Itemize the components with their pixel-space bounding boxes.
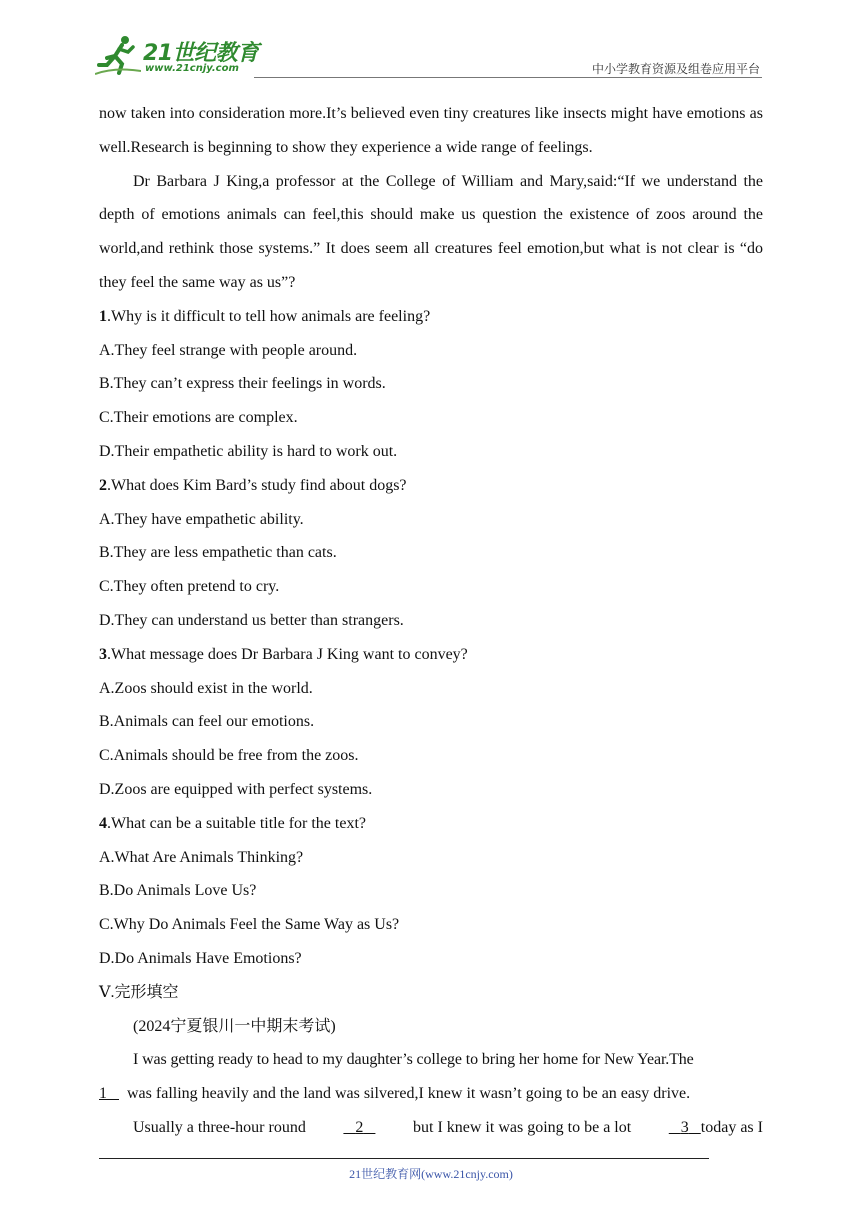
passage-paragraph-2: Dr Barbara J King,a professor at the College of William and Mary,said:“If we understand the depth of emotions animals can feel,this should make us question the existence of zoos around the world,and rethink those systems.” It does seem all creatures feel emotion,but what is not clear is “do they feel the same way as us”? xyxy=(99,172,763,291)
section-heading: Ⅴ.完形填空 xyxy=(99,983,179,1001)
option-b: B.They are less empathetic than cats. xyxy=(99,544,337,562)
option-c: C.Their emotions are complex. xyxy=(99,409,298,427)
logo-brand: 21世纪教育 xyxy=(143,41,259,66)
cloze-text: but I knew it was going to be a lot xyxy=(413,1118,632,1136)
cloze-text: was falling heavily and the land was silvered,I knew it wasn’t going to be an easy drive. xyxy=(127,1085,691,1103)
question-number: 2 xyxy=(99,476,107,494)
platform-title: 中小学教育资源及组卷应用平台 xyxy=(591,62,760,76)
option-c: C.They often pretend to cry. xyxy=(99,578,280,596)
cloze-text: today as I xyxy=(700,1118,763,1136)
question-number: 3 xyxy=(99,645,107,663)
option-a: A.They feel strange with people around. xyxy=(99,341,358,359)
option-d: D.They can understand us better than strangers. xyxy=(99,611,404,629)
footer-text: 21世纪教育网(www.21cnjy.com) xyxy=(349,1167,513,1181)
header-divider xyxy=(254,77,762,78)
cloze-section xyxy=(99,976,763,1145)
option-a: A.What Are Animals Thinking? xyxy=(99,848,304,866)
option-b: B.Do Animals Love Us? xyxy=(99,882,257,900)
logo xyxy=(95,34,265,78)
document-body xyxy=(99,97,763,1145)
runner-logo-icon xyxy=(95,34,141,76)
question-stem: .What can be a suitable title for the text? xyxy=(107,814,366,832)
option-d: D.Zoos are equipped with perfect systems. xyxy=(99,780,373,798)
question-stem: .What does Kim Bard’s study find about dogs? xyxy=(107,476,407,494)
cloze-line-3 xyxy=(99,1111,763,1145)
question-stem: .Why is it difficult to tell how animals are feeling? xyxy=(107,307,431,325)
cloze-text: Usually a three-hour round xyxy=(133,1118,306,1136)
question-number: 4 xyxy=(99,814,107,832)
section-source: (2024宁夏银川一中期末考试) xyxy=(133,1017,336,1035)
question-2 xyxy=(99,469,763,638)
passage-paragraph-1: now taken into consideration more.It’s believed even tiny creatures like insects might have emotions as well.Research is beginning to show they experience a wide range of feelings. xyxy=(99,105,763,156)
question-number: 1 xyxy=(99,307,107,325)
option-a: A.Zoos should exist in the world. xyxy=(99,679,313,697)
cloze-blank-2: 2 xyxy=(355,1118,364,1136)
question-3 xyxy=(99,638,763,807)
option-b: B.They can’t express their feelings in words. xyxy=(99,375,386,393)
option-d: D.Their empathetic ability is hard to work out. xyxy=(99,442,398,460)
option-b: B.Animals can feel our emotions. xyxy=(99,713,315,731)
cloze-line-2 xyxy=(99,1077,763,1111)
cloze-blank-1: 1 xyxy=(99,1085,107,1103)
question-1 xyxy=(99,300,763,469)
question-4 xyxy=(99,807,763,976)
option-c: C.Why Do Animals Feel the Same Way as Us? xyxy=(99,916,400,934)
option-d: D.Do Animals Have Emotions? xyxy=(99,949,302,967)
logo-site: www.21cnjy.com xyxy=(145,63,239,74)
cloze-blank-3: 3 xyxy=(680,1118,689,1136)
option-c: C.Animals should be free from the zoos. xyxy=(99,747,359,765)
cloze-line-1: I was getting ready to head to my daughter’s college to bring her home for New Year.The xyxy=(133,1051,694,1069)
option-a: A.They have empathetic ability. xyxy=(99,510,304,528)
question-stem: .What message does Dr Barbara J King want to convey? xyxy=(107,645,468,663)
page-header xyxy=(0,0,860,80)
footer-divider xyxy=(99,1158,709,1159)
